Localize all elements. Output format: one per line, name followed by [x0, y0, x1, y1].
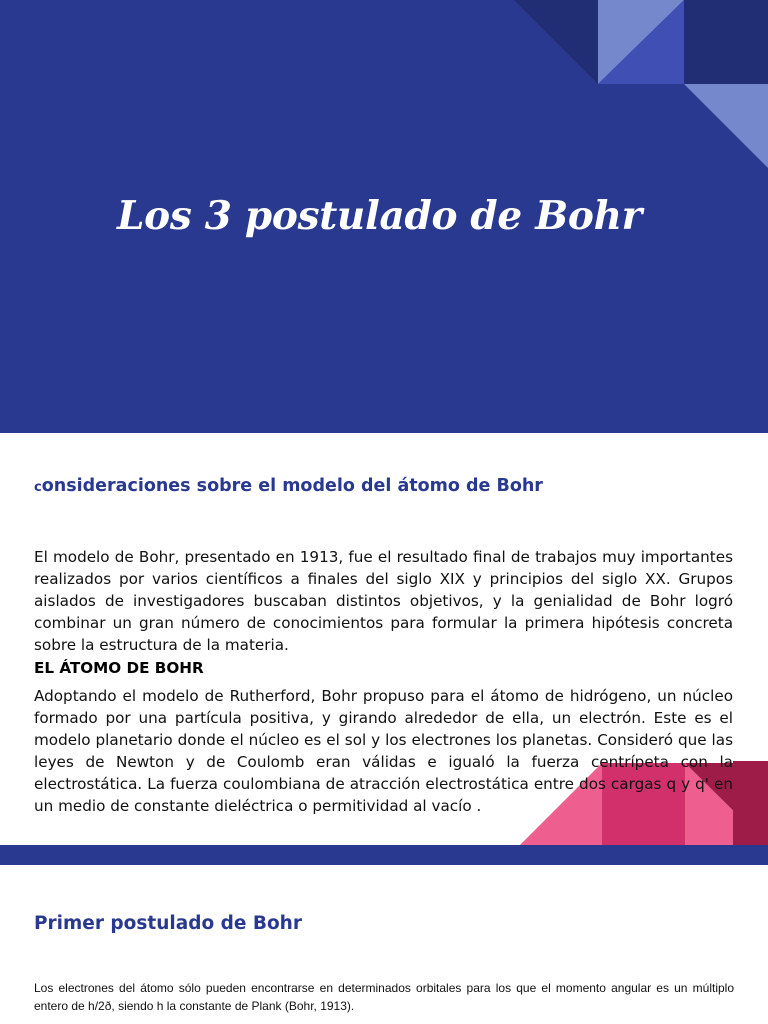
- deco-deep-strip: [733, 761, 768, 845]
- content-slide: [0, 433, 768, 845]
- postulate-slide: [0, 865, 768, 1024]
- bohr-atom-subheading: EL ÁTOMO DE BOHR: [34, 659, 204, 677]
- main-title: Los 3 postulado de Bohr: [117, 193, 642, 239]
- deco-dark-square: [684, 0, 768, 84]
- section-heading-initial: c: [34, 480, 42, 495]
- divider-bar: [0, 845, 768, 865]
- intro-paragraph: El modelo de Bohr, presentado en 1913, fue el resultado final de trabajos muy importantes realizados por varios científicos a finales del siglo XIX y principios del siglo XX. Grupos aislados de investigadores buscaban distintos objetivos, y la genialidad de Bohr logró combinar un gran número de conocimientos para formular la primera hipótesis concreta sobre la estructura de la materia.: [34, 548, 733, 654]
- deco-dark-triangle: [514, 0, 598, 84]
- bohr-atom-paragraph: Adoptando el modelo de Rutherford, Bohr propuso para el átomo de hidrógeno, un núcleo formado por una partícula positiva, y girando alrededor de ella, un electrón. Este es el modelo planetario donde el núcleo es el sol y los electrones los planetas. Consideró que las leyes de Newton y de Coulomb eran válidas e igualó la fuerza centrípeta con la electrostática. La fuerza coulombiana de atracción electrostática entre dos cargas q y q' en un medio de constante dieléctrica o permitividad al vacío .: [34, 687, 733, 815]
- section-heading: [34, 476, 543, 496]
- section-heading-rest: onsideraciones sobre el modelo del átomo de Bohr: [41, 476, 543, 496]
- title-slide: [0, 0, 768, 433]
- postulate-text: Los electrones del átomo sólo pueden encontrarse en determinados orbitales para los que el momento angular es un múltiplo entero de h/2ð, siendo h la constante de Plank (Bohr, 1913).: [34, 981, 734, 1013]
- postulate-heading: Primer postulado de Bohr: [34, 913, 302, 934]
- deco-light-triangle: [684, 84, 768, 168]
